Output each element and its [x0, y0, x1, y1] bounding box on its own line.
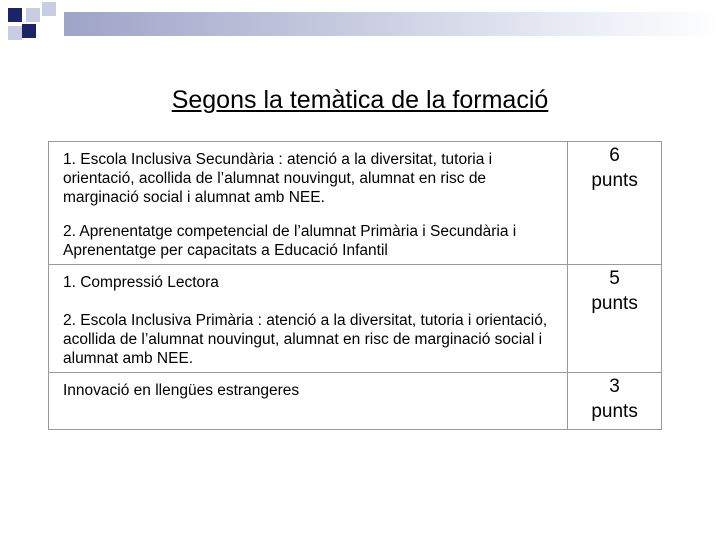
- points-value: 6: [609, 145, 620, 166]
- decor-square: [42, 2, 56, 16]
- slide-title: Segons la temàtica de la formació: [171, 86, 549, 114]
- training-points-table: [48, 141, 662, 430]
- decor-square: [26, 8, 40, 22]
- decor-square: [8, 26, 22, 40]
- points-cell: [568, 265, 662, 373]
- table-row: [49, 373, 662, 430]
- points-value: 5: [609, 268, 620, 289]
- decor-gradient-bar: [64, 12, 720, 36]
- table-row: [49, 142, 662, 265]
- topic-item: Innovació en llengües estrangeres: [63, 382, 300, 399]
- topics-cell: [49, 142, 568, 265]
- topic-item: 1. Escola Inclusiva Secundària : atenció a la diversitat, tutoria i orientació, acollida de l’alumnat nouvingut, alumnat en risc de marginació social i alumnat amb NEE.: [63, 151, 493, 206]
- decor-square: [8, 8, 22, 22]
- points-unit: punts: [591, 401, 638, 422]
- points-unit: punts: [591, 170, 638, 191]
- points-value: 3: [609, 376, 620, 397]
- topic-item: 1. Compressió Lectora: [63, 274, 219, 291]
- topic-item: 2. Escola Inclusiva Primària : atenció a la diversitat, tutoria i orientació, acollida de l’alumnat nouvingut, alumnat en risc de marginació social i alumnat amb NEE.: [63, 312, 548, 367]
- decor-square: [22, 24, 36, 38]
- topics-cell: [49, 265, 568, 373]
- points-cell: [568, 142, 662, 265]
- topic-item: 2. Aprenentatge competencial de l’alumnat Primària i Secundària i Aprenentatge per capacitats a Educació Infantil: [63, 223, 517, 259]
- points-cell: [568, 373, 662, 430]
- topics-cell: [49, 373, 568, 430]
- header-decoration: [0, 0, 720, 50]
- table-row: [49, 265, 662, 373]
- points-unit: punts: [591, 293, 638, 314]
